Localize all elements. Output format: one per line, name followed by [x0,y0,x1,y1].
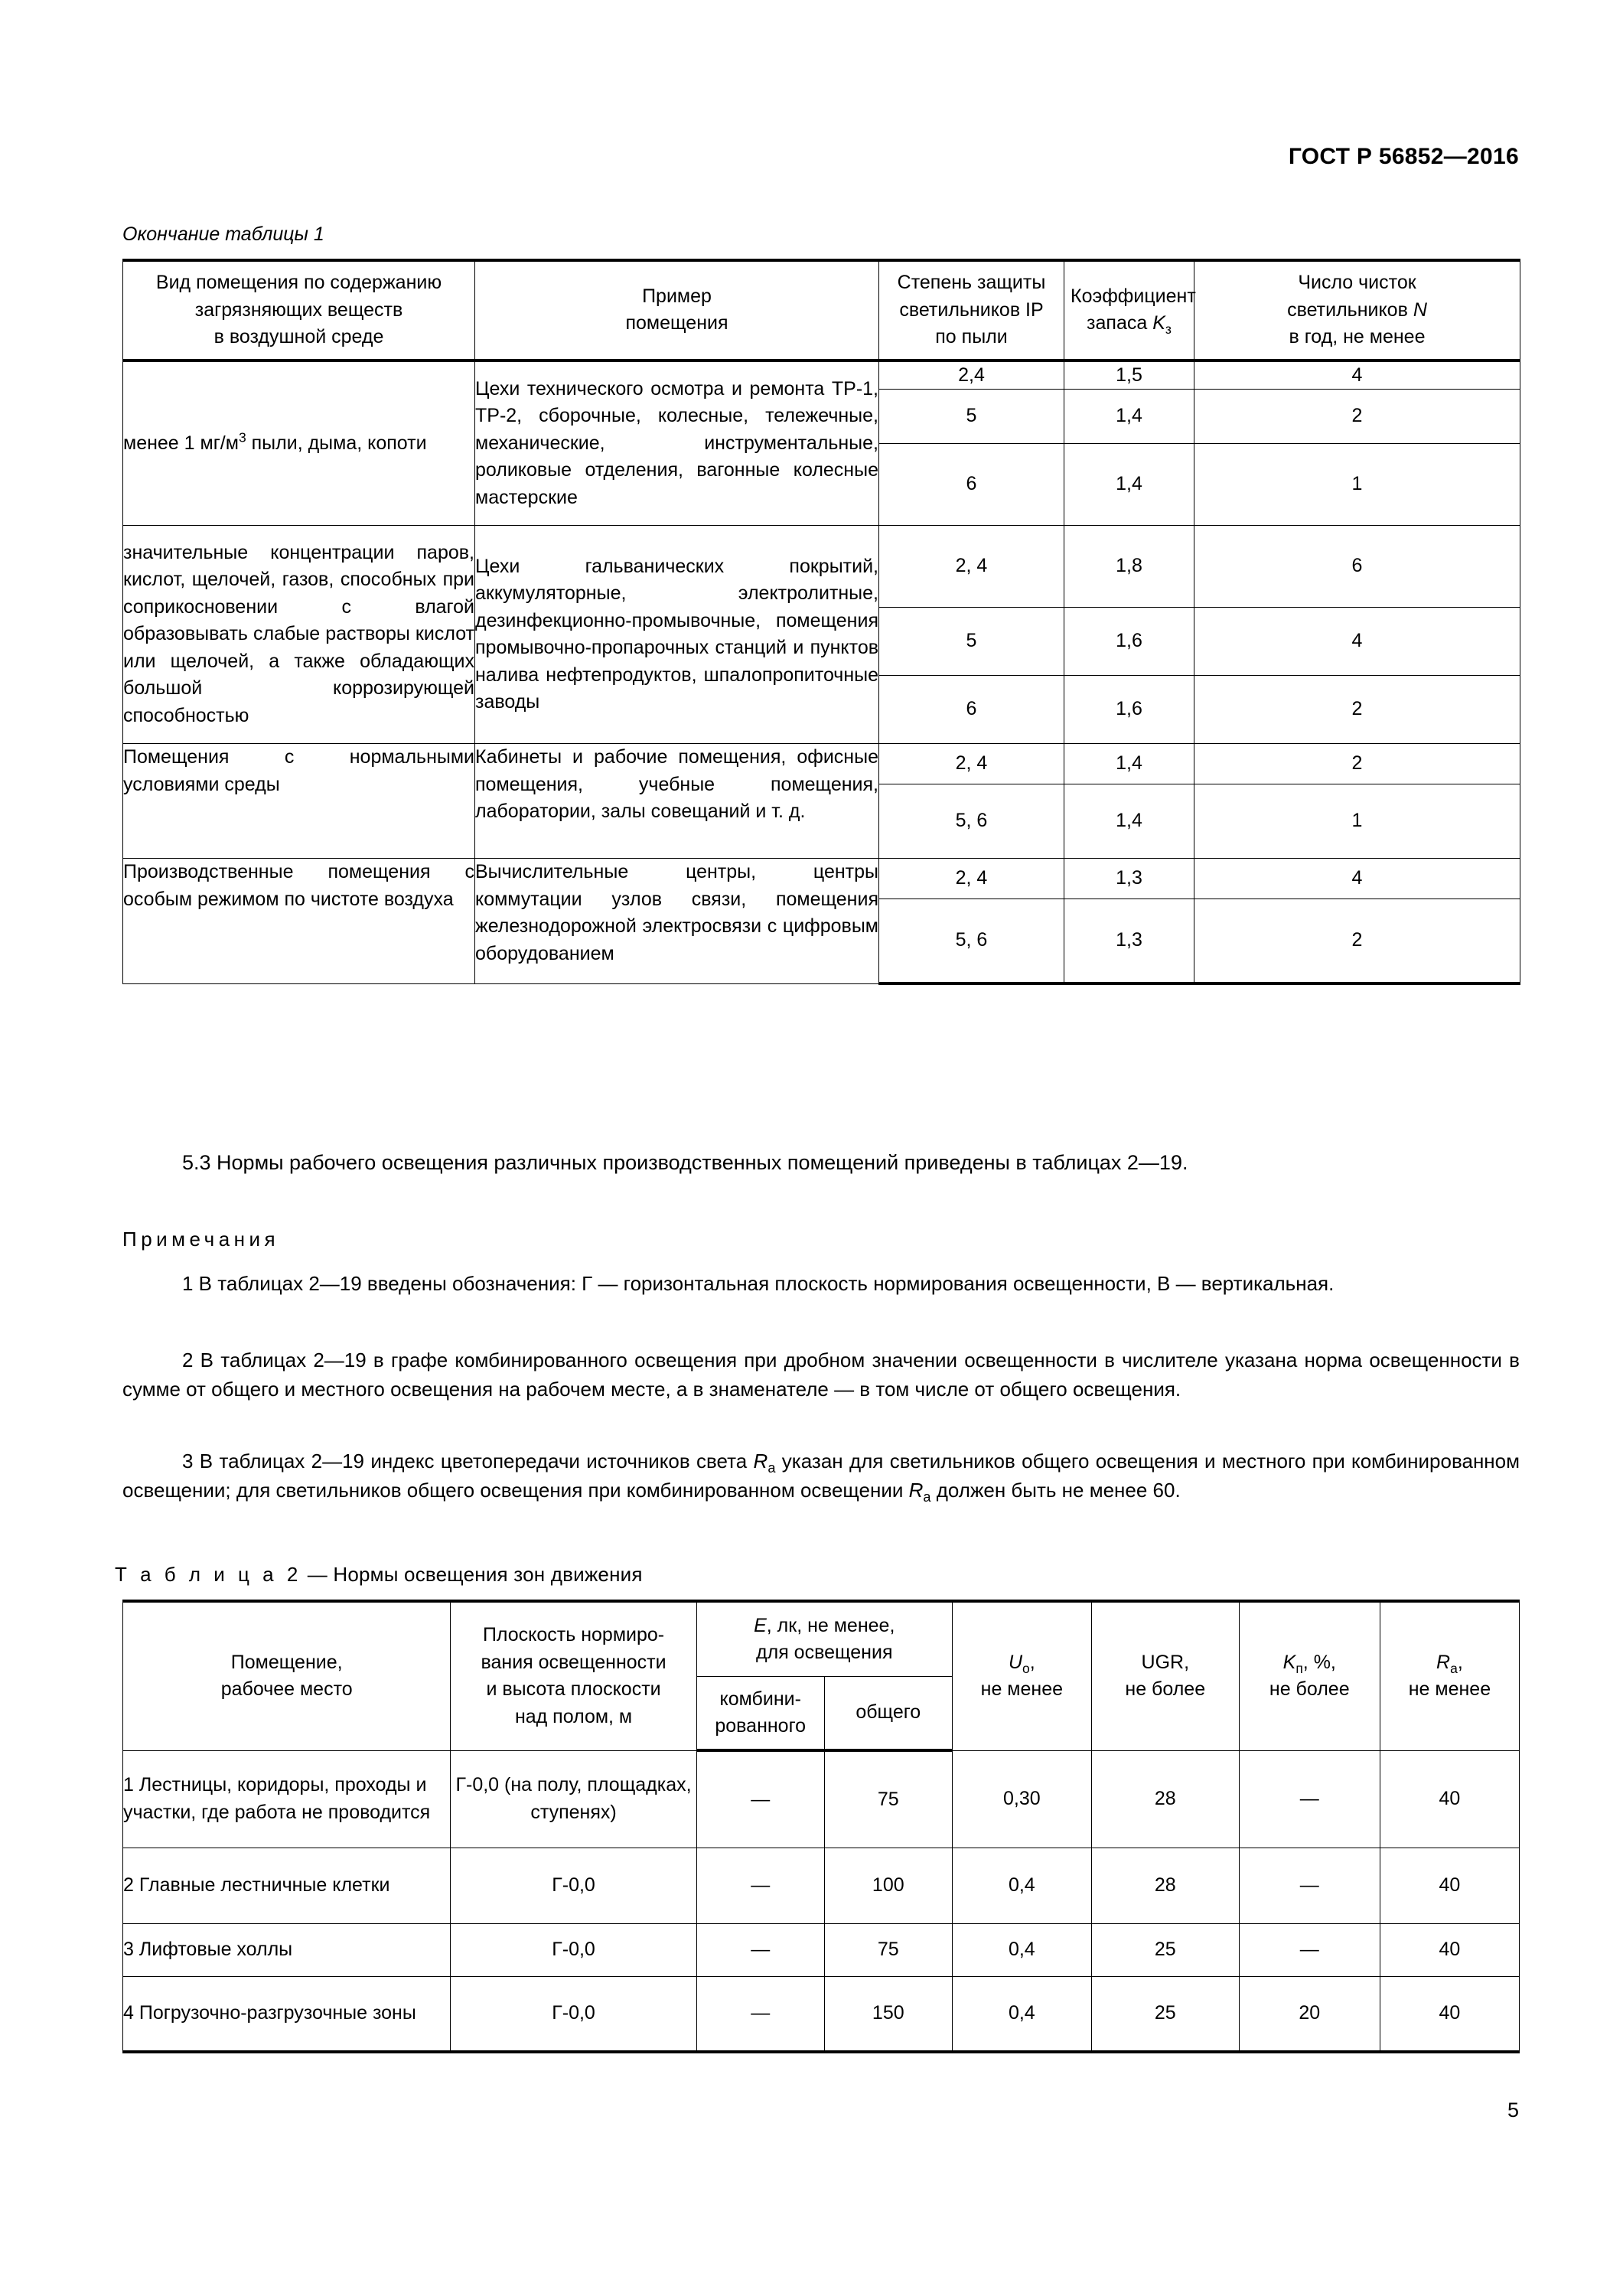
header-line: не более [1269,1678,1350,1701]
header-line: не менее [1408,1678,1491,1701]
table2-cell-plane: Г-0,0 [451,1923,696,1976]
header-line: по пыли [935,326,1008,347]
header-line: Вид помещения по содержанию [155,272,442,293]
header-text: , лк, не менее, [766,1614,895,1636]
table1-cell-ip: 5, 6 [879,784,1064,859]
table2-header-ra [1380,1601,1519,1750]
table-row [123,1923,1520,1976]
clause-5-3: 5.3 Нормы рабочего освещения различных производственных помещений приведены в таблицах 2—19. [182,1151,1188,1174]
kind-text: менее 1 мг/м [123,432,239,454]
table1-cell-kz: 1,8 [1064,526,1194,608]
header-line [703,1613,946,1640]
table1-header-kz [1064,260,1194,360]
header-line: рованного [715,1715,807,1737]
table1-header-n [1194,260,1520,360]
note-1: 1 В таблицах 2—19 введены обозначения: Г — горизонтальная плоскость нормирования освещенности, В — вертикальная. [182,1272,1335,1295]
header-line [1071,310,1188,338]
table2-header-kp [1239,1601,1380,1750]
header-line: UGR, [1141,1651,1190,1673]
table2-cell-room: 3 Лифтовые холлы [123,1923,451,1976]
table1-cell-ip: 2, 4 [879,526,1064,608]
subscript-a: a [1450,1660,1458,1676]
table2-cell-combined: — [696,1976,824,2052]
table2-cell-combined: — [696,1848,824,1923]
table1-cell-example: Цехи гальванических покрытий, аккумуляторные, электролитные, дезинфекционно-промывочные, помещения промывочно-пропарочных станций и пунктов налива нефтепродуктов, шпалопропиточные заводы [475,526,879,744]
running-head: ГОСТ Р 56852—2016 [1288,144,1519,169]
table2-cell-kp: — [1239,1923,1380,1976]
symbol-u: U [1008,1651,1023,1673]
header-line [1387,1649,1513,1677]
table1-cell-kind: Производственные помещения с особым режимом по чистоте воздуха [123,859,475,984]
symbol-k: K [1152,312,1165,334]
table-row [123,526,1520,608]
table2-header-general: общего [824,1677,952,1751]
header-line: Число чисток [1298,272,1416,293]
table2-cell-ugr: 25 [1091,1923,1239,1976]
table1-cell-ip: 5, 6 [879,899,1064,984]
table1-cell-n: 4 [1194,859,1520,899]
header-line: и высота плоскости [486,1678,661,1701]
superscript-3: 3 [238,429,246,445]
table1-cell-n: 6 [1194,526,1520,608]
table2-cell-room: 1 Лестницы, коридоры, проходы и участки, где работа не проводится [123,1750,451,1848]
note-3 [122,1446,1520,1505]
note-text: указан для светильников общего освещения и местного при комбинированном освещении; для светильников общего освещения при комбинированном освещении [122,1450,1520,1502]
header-line: загрязняющих веществ [194,298,403,321]
table2-cell-ugr: 28 [1091,1848,1239,1923]
header-line: помещения [625,312,728,334]
symbol-k: K [1282,1651,1296,1673]
note-2: 2 В таблицах 2—19 в графе комбинированного освещения при дробном значении освещенности в числителе указана норма освещенности в сумме от общего и местного освещения на рабочем месте, а в знаменателе — в том числе от общего освещения. [122,1349,1520,1401]
table2-cell-plane: Г-0,0 [451,1976,696,2052]
table1-cell-kz: 1,4 [1064,784,1194,859]
table2-header-room [123,1601,451,1750]
header-line: комбини- [719,1688,801,1710]
header-line [1246,1649,1374,1677]
table1-cell-example: Цехи технического осмотра и ремонта ТР-1, ТР-2, сборочные, колесные, тележечные, механические, инструментальные, роликовые отделения, вагонные колесные мастерские [475,360,879,526]
table2-caption-dash: — [301,1563,334,1586]
table2-cell-uo: 0,4 [952,1848,1091,1923]
table-row [123,1750,1520,1848]
header-text: , %, [1302,1651,1336,1673]
notes-heading: Примечания [122,1228,280,1251]
page-number: 5 [1507,2099,1519,2122]
header-text: запаса [1087,312,1153,334]
comma: , [1457,1651,1463,1673]
table-row [123,1848,1520,1923]
table2-caption-label: Т а б л и ц а 2 [115,1563,302,1586]
table1-cell-ip: 6 [879,444,1064,526]
table2-cell-general: 150 [824,1976,952,2052]
table2-header-row-1 [123,1601,1520,1677]
table1-cell-n: 4 [1194,608,1520,676]
table1-cell-n: 4 [1194,360,1520,390]
header-line [1201,297,1514,325]
table1-cell-kz: 1,3 [1064,899,1194,984]
table1-cell-n: 2 [1194,899,1520,984]
table1-header-example [475,260,879,360]
note-text: 3 В таблицах 2—19 индекс цветопередачи источников света [182,1450,754,1473]
subscript-a: a [923,1489,931,1505]
header-line: Пример [642,285,712,307]
symbol-r: R [908,1479,924,1502]
header-line: вания освещенности [481,1651,666,1673]
table2-cell-uo: 0,4 [952,1923,1091,1976]
table2-caption [115,1563,643,1587]
symbol-e: E [754,1614,767,1636]
table1-cell-ip: 6 [879,676,1064,744]
table1-cell-n: 2 [1194,744,1520,784]
table2-cell-room: 2 Главные лестничные клетки [123,1848,451,1923]
symbol-r: R [753,1450,768,1473]
table2-header-ugr [1091,1601,1239,1750]
table2-cell-general: 75 [824,1923,952,1976]
header-line: Коэффициент [1071,285,1196,307]
table1-cell-kz: 1,4 [1064,444,1194,526]
table1-cell-ip: 5 [879,608,1064,676]
table1-header-ip [879,260,1064,360]
header-line: не менее [980,1678,1064,1701]
table1-cell-kind: Помещения с нормальными условиями среды [123,744,475,859]
table1-cell-n: 2 [1194,676,1520,744]
table2-header-e-group [696,1601,952,1677]
header-line [959,1649,1085,1677]
table2-cell-plane: Г-0,0 [451,1848,696,1923]
table1-cell-example: Вычислительные центры, центры коммутации узлов связи, помещения железнодорожной электросвязи с цифровым оборудованием [475,859,879,984]
table1-continuation-caption: Окончание таблицы 1 [122,223,324,245]
table2-cell-combined: — [696,1750,824,1848]
header-line: рабочее место [220,1678,353,1701]
table1-cell-ip: 2, 4 [879,859,1064,899]
symbol-n: N [1413,298,1427,321]
table1-cell-n: 2 [1194,390,1520,444]
table1-cell-kz: 1,3 [1064,859,1194,899]
header-line: Плоскость нормиро- [482,1624,665,1646]
table2-cell-uo: 0,4 [952,1976,1091,2052]
table2-header-uo [952,1601,1091,1750]
subscript-p: п [1295,1660,1303,1676]
header-line: светильников IP [899,298,1044,321]
header-line: не более [1125,1678,1206,1701]
table1-cell-ip: 2, 4 [879,744,1064,784]
table1-cell-ip: 2,4 [879,360,1064,390]
table1-cell-example: Кабинеты и рабочие помещения, офисные помещения, учебные помещения, лаборатории, залы совещаний и т. д. [475,744,879,859]
table-row [123,360,1520,390]
note-text: должен быть не менее 60. [930,1479,1181,1502]
table2-cell-kp: 20 [1239,1976,1380,2052]
table2-cell-general: 100 [824,1848,952,1923]
table1-cell-ip: 5 [879,390,1064,444]
table2-cell-ra: 40 [1380,1750,1519,1848]
table1-cell-n: 1 [1194,784,1520,859]
header-line: над полом, м [514,1705,633,1727]
table2-cell-combined: — [696,1923,824,1976]
subscript-z: з [1165,321,1172,338]
table-2 [122,1600,1520,2053]
table2-cell-ra: 40 [1380,1848,1519,1923]
kind-text: пыли, дыма, копоти [246,432,427,454]
table1-cell-kind [123,360,475,526]
table1-cell-kz: 1,4 [1064,744,1194,784]
header-line: в год, не менее [1289,326,1426,347]
table1-header-kind [123,260,475,360]
table1-cell-kz: 1,4 [1064,390,1194,444]
table2-cell-room: 4 Погрузочно-разгрузочные зоны [123,1976,451,2052]
table1-cell-kz: 1,6 [1064,676,1194,744]
table2-cell-kp: — [1239,1848,1380,1923]
subscript-a: a [768,1460,776,1476]
table1-cell-n: 1 [1194,444,1520,526]
header-line: для освещения [756,1642,893,1663]
header-text: светильников [1287,298,1413,321]
comma: , [1029,1651,1035,1673]
table2-header-combined [696,1677,824,1751]
table1-cell-kz: 1,5 [1064,360,1194,390]
table1-cell-kind: значительные концентрации паров, кислот, щелочей, газов, способных при соприкосновении с влагой образовывать слабые растворы кислот или щелочей, а также обладающих большой коррозирующей способностью [123,526,475,744]
table1-cell-kz: 1,6 [1064,608,1194,676]
table2-cell-kp: — [1239,1750,1380,1848]
table-row [123,1976,1520,2052]
table2-cell-general: 75 [824,1750,952,1848]
header-line: Степень защиты [897,272,1046,293]
table-row [123,859,1520,899]
header-line: в воздушной среде [213,326,384,347]
table2-cell-ugr: 28 [1091,1750,1239,1848]
table2-header-plane [451,1601,696,1750]
table2-cell-ra: 40 [1380,1976,1519,2052]
table-1 [122,259,1520,985]
table2-cell-uo: 0,30 [952,1750,1091,1848]
header-line: Помещение, [230,1651,343,1673]
table-row [123,744,1520,784]
table2-cell-plane: Г-0,0 (на полу, площадках, ступенях) [451,1750,696,1848]
symbol-r: R [1436,1651,1451,1673]
subscript-o: о [1022,1660,1030,1676]
table2-cell-ugr: 25 [1091,1976,1239,2052]
table1-header-row [123,260,1520,360]
table2-cell-ra: 40 [1380,1923,1519,1976]
table2-caption-title: Нормы освещения зон движения [333,1563,643,1586]
